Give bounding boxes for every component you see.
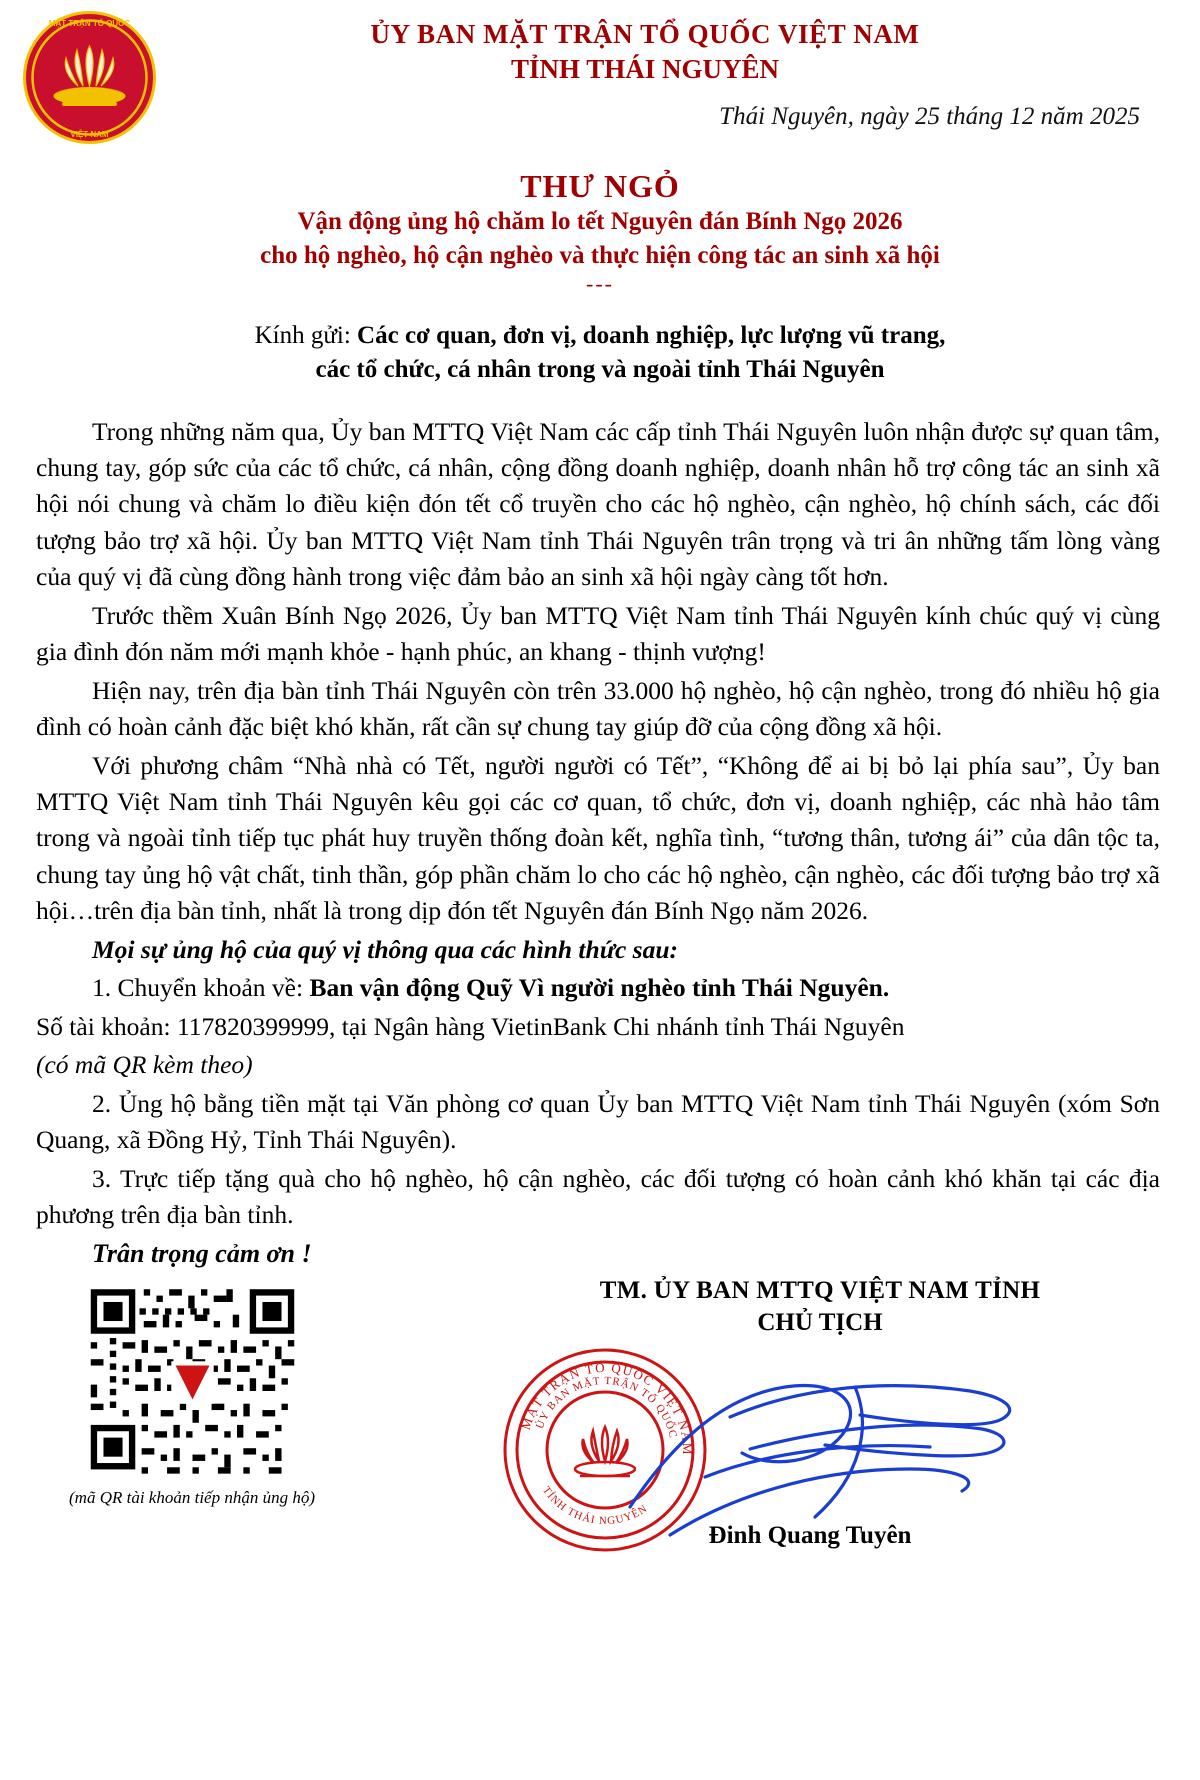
signature-role: CHỦ TỊCH xyxy=(757,1308,883,1336)
title-block xyxy=(0,168,1200,297)
recipient-text-line1: Các cơ quan, đơn vị, doanh nghiệp, lực lượng vũ trang, xyxy=(357,321,946,349)
qr-block xyxy=(62,1285,322,1508)
closing-thanks: Trân trọng cảm ơn ! xyxy=(92,1239,312,1269)
signature-on-behalf: TM. ỦY BAN MTTQ VIỆT NAM TỈNH xyxy=(599,1276,1041,1304)
body-paragraph-1: Trong những năm qua, Ủy ban MTTQ Việt Nam các cấp tỉnh Thái Nguyên luôn nhận được sự quan tâm, chung tay, góp sức của các tổ chức, cá nhân, cộng đồng doanh nghiệp, doanh nhân hỗ trợ công tác an sinh xã hội nói chung và chăm lo điều kiện đón tết cổ truyền cho các hộ nghèo, cận nghèo, hộ chính sách, các đối tượng bảo trợ xã hội. Ủy ban MTTQ Việt Nam tỉnh Thái Nguyên trân trọng và tri ân những tấm lòng vàng của quý vị đã cùng đồng hành trong việc đảm bảo an sinh xã hội ngày càng tốt hơn. xyxy=(36,416,1160,592)
recipient-block xyxy=(0,319,1200,388)
document-body xyxy=(0,414,1200,1273)
recipient-text-line2: các tổ chức, cá nhân trong và ngoài tỉnh Thái Nguyên xyxy=(315,356,885,383)
document-subtitle-line1: Vận động ủng hộ chăm lo tết Nguyên đán Bính Ngọ 2026 xyxy=(297,208,903,235)
body-paragraph-3: Hiện nay, trên địa bàn tỉnh Thái Nguyên còn trên 33.000 hộ nghèo, hộ cận nghèo, trong đó nhiều hộ gia đình có hoàn cảnh đặc biệt khó khăn, rất cần sự chung tay giúp đỡ của cộng đồng xã hội. xyxy=(36,675,1160,742)
recipient-label: Kính gửi: xyxy=(254,321,351,349)
donation-method-1 xyxy=(36,970,1160,1006)
qr-code-icon xyxy=(85,1285,300,1480)
seal-inner-text: ỦY BAN MẶT TRẬN TỔ QUỐC xyxy=(533,1374,679,1440)
seal-outer-text: MẶT TRẬN TỔ QUỐC VIỆT NAM xyxy=(517,1359,696,1456)
donation-methods-heading: Mọi sự ủng hộ của quý vị thông qua các hình thức sau: xyxy=(92,934,679,964)
body-paragraph-2: Trước thềm Xuân Bính Ngọ 2026, Ủy ban MTTQ Việt Nam tỉnh Thái Nguyên kính chúc quý vị cùng gia đình đón năm mới mạnh khỏe - hạnh phúc, an khang - thịnh vượng! xyxy=(36,600,1160,667)
donation-qr-note: (có mã QR kèm theo) xyxy=(36,1050,253,1080)
svg-text:VIỆT NAM: VIỆT NAM xyxy=(70,130,109,139)
title-separator: --- xyxy=(586,270,614,296)
document-header xyxy=(0,0,1200,150)
organization-name-line2: TỈNH THÁI NGUYÊN xyxy=(510,53,780,84)
seal-bottom-text: TỈNH THÁI NGUYÊN xyxy=(539,1484,650,1527)
svg-text:MẶT TRẬN TỔ QUỐC: MẶT TRẬN TỔ QUỐC xyxy=(48,19,131,28)
document-subtitle-line2: cho hộ nghèo, hộ cận nghèo và thực hiện công tác an sinh xã hội xyxy=(260,241,940,269)
signature-block xyxy=(470,1277,1170,1552)
body-paragraph-4: Với phương châm “Nhà nhà có Tết, người người có Tết”, “Không để ai bị bỏ lại phía sau”, Ủy ban MTTQ Việt Nam tỉnh Thái Nguyên kêu gọi các cơ quan, tổ chức, đơn vị, doanh nghiệp, các nhà hảo tâm trong và ngoài tỉnh tiếp tục phát huy truyền thống đoàn kết, nghĩa tình, “tương thân, tương ái” của dân tộc ta, chung tay ủng hộ vật chất, tinh thần, góp phần chăm lo cho các hộ nghèo, cận nghèo, các đối tượng bảo trợ xã hội…trên địa bàn tỉnh, nhất là trong dịp đón tết Nguyên đán Bính Ngọ năm 2026. xyxy=(36,750,1160,926)
qr-caption: (mã QR tài khoản tiếp nhận ủng hộ) xyxy=(69,1487,315,1507)
document-title: THƯ NGỎ xyxy=(520,168,680,204)
place-and-date: Thái Nguyên, ngày 25 tháng 12 năm 2025 xyxy=(719,102,1140,130)
donation-method-1-prefix: 1. Chuyển khoản về: xyxy=(92,973,310,1003)
donation-method-1-beneficiary: Ban vận động Quỹ Vì người nghèo tỉnh Thái Nguyên. xyxy=(309,973,890,1003)
vietnam-fatherland-front-emblem-icon xyxy=(22,10,157,145)
donation-account-line: Số tài khoản: 117820399999, tại Ngân hàng VietinBank Chi nhánh tỉnh Thái Nguyên xyxy=(36,1011,905,1041)
donation-method-3: 3. Trực tiếp tặng quà cho hộ nghèo, hộ cận nghèo, các đối tượng có hoàn cảnh khó khăn tại các địa phương trên địa bàn tỉnh. xyxy=(36,1163,1160,1230)
recipient-line1 xyxy=(0,319,1200,354)
stamp-and-signature xyxy=(470,1337,1170,1552)
signature-area xyxy=(0,1277,1200,1577)
donation-method-2: 2. Ủng hộ bằng tiền mặt tại Văn phòng cơ quan Ủy ban MTTQ Việt Nam tỉnh Thái Nguyên (xóm Sơn Quang, xã Đồng Hỷ, Tỉnh Thái Nguyên). xyxy=(36,1088,1160,1155)
organization-block xyxy=(0,18,1200,87)
signer-name: Đinh Quang Tuyên xyxy=(708,1521,912,1549)
organization-name-line1: ỦY BAN MẶT TRẬN TỔ QUỐC VIỆT NAM xyxy=(370,19,920,49)
